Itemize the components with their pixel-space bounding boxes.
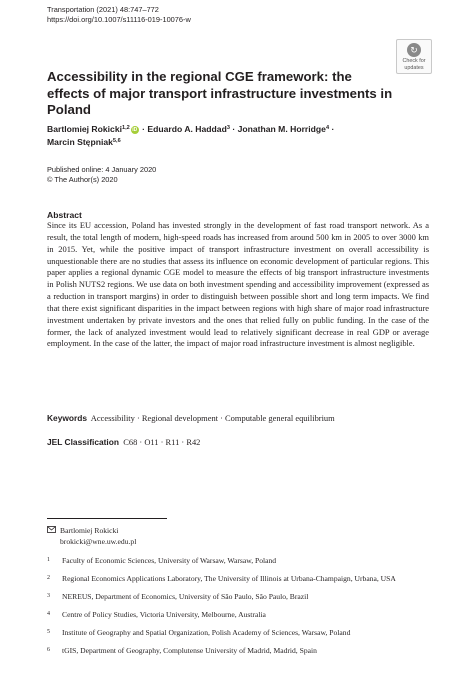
jel-line [47,436,200,448]
author-name[interactable]: Marcin Stępniak [47,137,113,147]
affiliations-list [47,556,429,664]
affiliation-item [47,628,429,639]
author-affiliation-sup: 1,2 [121,125,130,131]
affiliation-text: tGIS, Department of Geography, Complutense University of Madrid, Madrid, Spain [62,645,317,655]
correspondence [47,525,136,547]
affiliation-number: 1 [47,557,50,563]
orcid-icon[interactable]: iD [132,126,138,133]
author-name[interactable]: Eduardo A. Haddad [147,124,227,134]
doi-link[interactable]: https://doi.org/10.1007/s11116-019-10076-w [47,15,191,24]
affiliation-item [47,610,429,621]
keywords-text: Accessibility · Regional development · Computable general equilibrium [90,413,335,423]
author-name[interactable]: Bartlomiej Rokicki [47,124,122,134]
running-header [47,5,191,25]
abstract-text: Since its EU accession, Poland has invested strongly in the development of fast road transport network. As a result, the total length of modern, high-speed roads has increased from around 500 km in 2005 to over 3000 km in 2015. Yet, while the positive impact of transport infrastructure investment on overall accessibility is unquestionable there are no studies that assess its influence on economic development of particular regions. This paper applies a regional dynamic CGE model to measure the effects of big transport infrastructure investments in Polish NUTS2 regions. We use data on both investment spending and accessibility improvement (expressed as a reduction in transport margins) in order to distinguish between possible short and long term impacts. We find that there exist significant disparities in the impact between regions with high share of major road infrastructure investment undertaken by private investors and the ones that relied fully on public funding. In the case of the former, the lack of analyzed investment would lead to relatively significant decrease in real GDP or average employment. In the case of the latter, the impact of major road infrastructure investment is almost negligible. [47,220,429,349]
affiliation-number: 6 [47,646,50,653]
published-date: Published online: 4 January 2020 [47,165,157,174]
affiliation-item [47,574,429,585]
envelope-icon [47,526,56,533]
journal-citation: Transportation (2021) 48:747–772 [47,5,159,14]
affiliation-number: 2 [47,574,50,581]
author-affiliation-sup: 5,6 [112,138,121,144]
keywords-line [47,412,335,424]
affiliation-number: 4 [47,610,50,617]
corresponding-author-name: Bartlomiej Rokicki [60,526,119,535]
copyright-notice: © The Author(s) 2020 [47,175,118,184]
affiliation-text: Regional Economics Applications Laboratory, The University of Illinois at Urbana-Champaign, Urbana, USA [62,573,396,583]
affiliation-text: Institute of Geography and Spatial Organization, Polish Academy of Sciences, Warsaw, Poland [62,627,351,637]
affiliation-text: Faculty of Economic Sciences, University of Warsaw, Warsaw, Poland [62,556,277,565]
affiliation-item [47,592,429,603]
author-name[interactable]: Jonathan M. Horridge [237,124,326,134]
check-for-updates-badge[interactable] [396,39,432,74]
affiliation-number: 3 [47,592,50,599]
author-list: Bartlomiej Rokicki$^{1,2}$ iD · Eduardo A. Haddad$^3$ · Jonathan M. Horridge$^4$ · Marcin Stępniak$^{5,6}$ [47,124,335,147]
affiliation-number: 5 [47,628,50,635]
paper-title: Accessibility in the regional CGE framework: the effects of major transport infrastructure investments in Poland [47,69,393,117]
badge-line-2: updates [404,65,424,71]
author-affiliation-sup: 3 [226,125,230,131]
corresponding-author-email[interactable]: brokicki@wne.uw.edu.pl [60,537,137,546]
affiliation-text: NEREUS, Department of Economics, University of São Paulo, São Paulo, Brazil [62,591,309,601]
affiliation-item [47,556,429,567]
footnote-divider [47,518,167,519]
author-affiliation-sup: 4 [325,125,330,131]
publication-meta [47,165,156,185]
badge-line-1: Check for [402,58,426,64]
refresh-icon: ↻ [407,43,421,57]
affiliation-item [47,646,429,657]
jel-label: JEL Classification [47,437,119,447]
keywords-label: Keywords [47,413,88,423]
affiliation-text: Centre of Policy Studies, Victoria University, Melbourne, Australia [62,609,266,619]
abstract-heading: Abstract [47,210,82,220]
jel-codes: C68 · O11 · R11 · R42 [123,437,201,447]
